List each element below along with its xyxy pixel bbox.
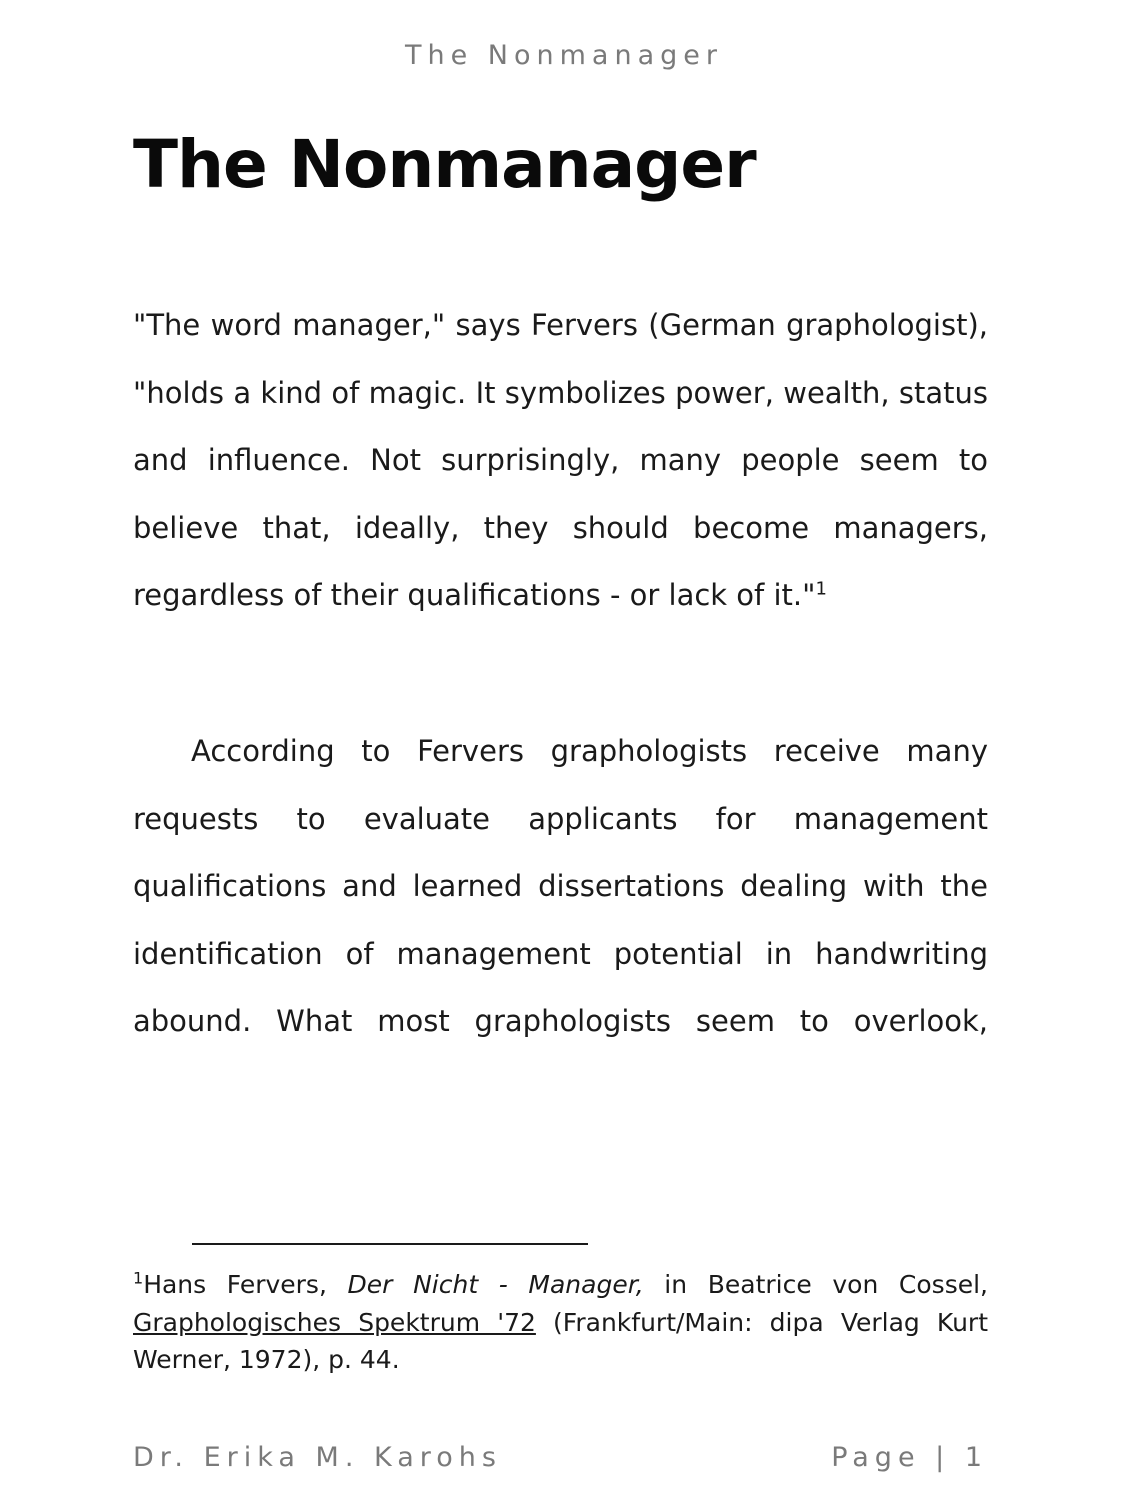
footnote-divider	[192, 1243, 588, 1245]
footnote-work-title: Der Nicht - Manager,	[347, 1270, 644, 1299]
paragraph-1	[133, 292, 988, 630]
paragraph-2: According to Fervers graphologists receive many requests to evaluate applicants for management qualifications and learned dissertations dealing with the identification of management potential in handwriting abound. What most graphologists seem to overlook,	[133, 734, 988, 1038]
footnote-reference[interactable]: 1	[815, 578, 827, 600]
page-title: The Nonmanager	[133, 126, 756, 203]
footnote-book-title: Graphologisches Spektrum '72	[133, 1307, 536, 1337]
footnote-publication: (Frankfurt/Main: dipa Verlag Kurt Werner, 1972), p. 44.	[133, 1307, 988, 1374]
footnote-number: 1	[133, 1268, 144, 1288]
footer-author: Dr. Erika M. Karohs	[133, 1442, 502, 1473]
footnote-author: Hans Fervers,	[143, 1270, 348, 1299]
footnote-in-text: in Beatrice von Cossel,	[643, 1270, 988, 1299]
running-header: The Nonmanager	[405, 40, 723, 71]
footer-page-number: Page | 1	[831, 1442, 988, 1473]
paragraph-1-text: "The word manager," says Fervers (German graphologist), "holds a kind of magic. It symbolizes power, wealth, status and influence. Not surprisingly, many people seem to believe that, ideally, they should become managers, regardless of their qualifications - or lack of it."	[133, 308, 988, 612]
footnote	[133, 1266, 988, 1379]
